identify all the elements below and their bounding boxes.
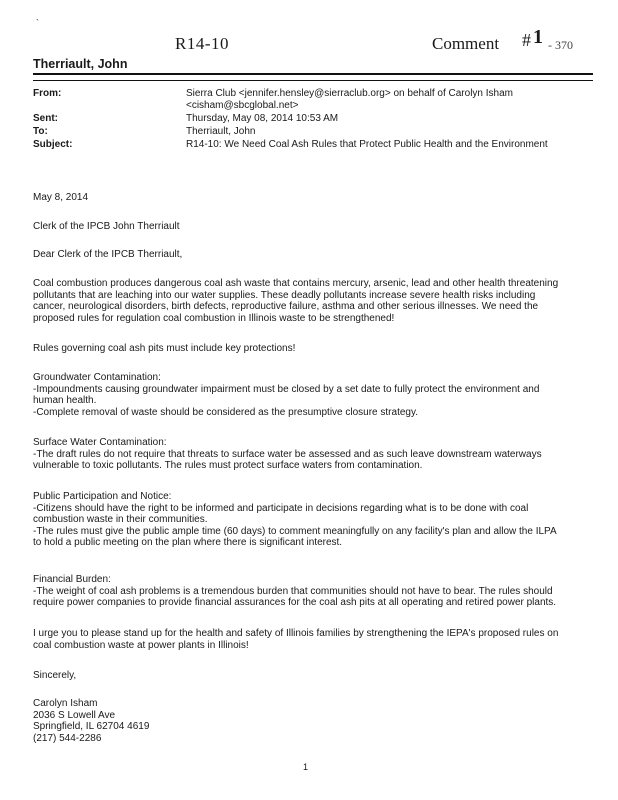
section-surface-water xyxy=(33,437,593,472)
signer-name: Carolyn Isham xyxy=(33,698,98,709)
from-value: Sierra Club <jennifer.hensley@sierraclub.org> on behalf of Carolyn Isham xyxy=(186,88,513,99)
from-email: <cisham@sbcglobal.net> xyxy=(186,100,299,111)
comment-hash: # xyxy=(522,30,531,50)
section-line: -The rules must give the public ample time (60 days) to comment meaningfully on any facility's plan and allow the ILPA xyxy=(33,525,557,537)
page-number: 1 xyxy=(303,762,309,772)
intro-line: pollutants that are leaching into our water supplies. These deadly pollutants increase severe health risks including xyxy=(33,289,536,301)
section-line: -Impoundments causing groundwater impairment must be closed by a set date to fully protect the environment and xyxy=(33,383,540,395)
from-label: From: xyxy=(33,88,62,99)
section-line: require power companies to provide financial assurances for the coal ash pits at all operating and retired power plants. xyxy=(33,597,557,608)
recipient-name: Therriault, John xyxy=(33,57,128,71)
to-label: To: xyxy=(33,126,48,137)
section-line: -Complete removal of waste should be considered as the presumptive closure strategy. xyxy=(33,406,419,418)
letter-date: May 8, 2014 xyxy=(33,192,89,203)
signer-street: 2036 S Lowell Ave xyxy=(33,709,116,721)
section-public-participation xyxy=(33,491,593,549)
section-line: -The weight of coal ash problems is a tremendous burden that communities should not have to bear. The rules should xyxy=(33,585,553,597)
docket-number: R14-10 xyxy=(175,34,229,53)
to-value: Therriault, John xyxy=(186,126,256,137)
section-line: -The draft rules do not require that threats to surface water be assessed and as such leave downstream waterways xyxy=(33,448,542,460)
intro-line: cancer, neurological disorders, birth defects, reproductive failure, asthma and other serious illnesses. We need the xyxy=(33,301,539,312)
scan-mark: ` xyxy=(36,18,39,28)
section-groundwater xyxy=(33,372,593,418)
letter-salutation: Dear Clerk of the IPCB Therriault, xyxy=(33,249,183,260)
signature-block xyxy=(33,698,593,744)
signoff: Sincerely, xyxy=(33,670,77,681)
section-line: -Citizens should have the right to be informed and participate in decisions regarding what is to be done with coal xyxy=(33,502,529,514)
section-heading: Public Participation and Notice: xyxy=(33,491,172,502)
intro-paragraph xyxy=(33,278,593,324)
intro-line: Coal combustion produces dangerous coal ash waste that contains mercury, arsenic, lead and other health threatening xyxy=(33,278,559,289)
section-financial-burden xyxy=(33,574,593,609)
subject-label: Subject: xyxy=(33,139,73,150)
section-heading: Financial Burden: xyxy=(33,574,111,585)
header-rule-thick xyxy=(33,73,593,75)
closing-paragraph xyxy=(33,628,593,651)
section-heading: Groundwater Contamination: xyxy=(33,372,161,383)
comment-label: Comment xyxy=(432,34,500,53)
sent-label: Sent: xyxy=(33,113,58,124)
comment-number: - 370 xyxy=(548,38,573,52)
closing-line: I urge you to please stand up for the health and safety of Illinois families by strengthening the IEPA's proposed rules on xyxy=(33,628,559,639)
letter-addressee: Clerk of the IPCB John Therriault xyxy=(33,221,180,232)
header-rule-thin xyxy=(33,80,593,81)
section-line: to hold a public meeting on the plan where there is significant interest. xyxy=(33,537,343,548)
signer-phone: (217) 544-2286 xyxy=(33,732,102,744)
rules-intro: Rules governing coal ash pits must include key protections! xyxy=(33,343,296,354)
subject-value: R14-10: We Need Coal Ash Rules that Protect Public Health and the Environment xyxy=(186,139,548,150)
comment-prefix: 1 xyxy=(533,26,543,48)
section-line: human health. xyxy=(33,395,97,406)
section-line: combustion waste in their communities. xyxy=(33,514,208,525)
closing-line: coal combustion waste at power plants in Illinois! xyxy=(33,639,249,651)
section-line: vulnerable to toxic pollutants. The rules must protect surface waters from contamination. xyxy=(33,460,423,471)
section-heading: Surface Water Contamination: xyxy=(33,437,167,448)
sent-value: Thursday, May 08, 2014 10:53 AM xyxy=(186,113,339,124)
intro-line: proposed rules for regulation coal combustion in Illinois waste to be strengthened! xyxy=(33,312,395,324)
signer-city: Springfield, IL 62704 4619 xyxy=(33,721,150,732)
